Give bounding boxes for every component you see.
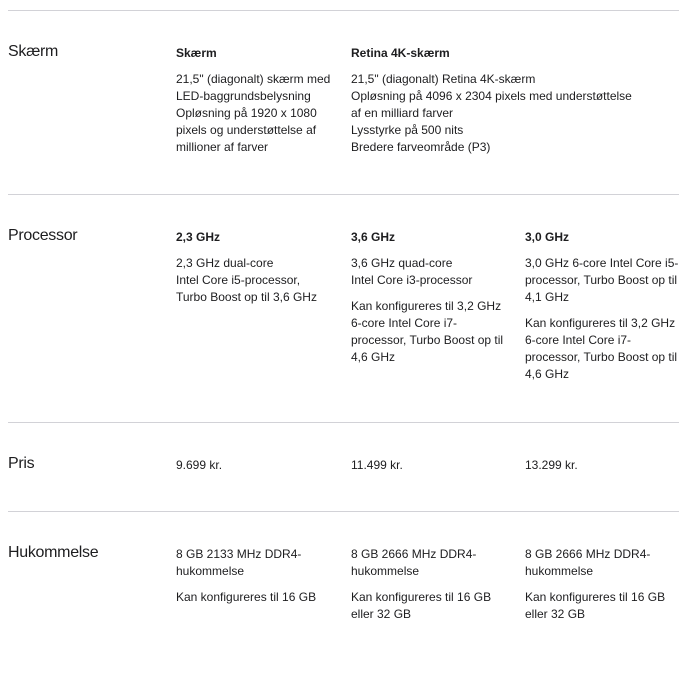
column-text: 8 GB 2666 MHz DDR4- hukommelse [351,547,477,578]
price-column-1 [176,457,344,483]
memory-column-1 [176,546,344,615]
column-text: 21,5" (diagonalt) Retina 4K-skærm Opløsning på 4096 x 2304 pixels med understøttelse af en milliard farver Lysstyrke på 500 nits Bredere farveområde (P3) [351,72,632,154]
column-text: Kan konfigureres til 3,2 GHz 6-core Intel Core i7- processor, Turbo Boost op til 4,6 GHz [525,316,678,381]
column-text: 2,3 GHz dual-core Intel Core i5-processor, Turbo Boost op til 3,6 GHz [176,256,317,304]
column-text: Kan konfigureres til 16 GB eller 32 GB [525,590,666,621]
section-title: Pris [8,455,35,472]
divider [8,10,679,11]
divider [8,511,679,512]
column-heading: 3,0 GHz [525,230,570,244]
column-text: 8 GB 2666 MHz DDR4- hukommelse [525,547,651,578]
processor-column-3 [525,229,683,392]
price-value: 9.699 kr. [176,458,223,472]
price-column-2 [351,457,519,483]
display-column-2 [351,45,671,165]
column-text: 8 GB 2133 MHz DDR4- hukommelse [176,547,302,578]
memory-column-2 [351,546,519,632]
processor-column-2 [351,229,519,375]
column-heading: Skærm [176,46,217,60]
price-column-3 [525,457,683,483]
column-text: Kan konfigureres til 16 GB [176,590,317,604]
column-text: Kan konfigureres til 16 GB eller 32 GB [351,590,492,621]
divider [8,194,679,195]
column-heading: Retina 4K-skærm [351,46,450,60]
section-title: Processor [8,227,78,244]
display-column-1 [176,45,341,165]
section-title: Hukommelse [8,544,99,561]
column-text: 3,0 GHz 6-core Intel Core i5- processor, Turbo Boost op til 4,1 GHz [525,256,679,304]
processor-column-1 [176,229,344,315]
column-text: 21,5" (diagonalt) skærm med LED-baggrundsbelysning Opløsning på 1920 x 1080 pixels og understøttelse af millioner af farver [176,72,331,154]
memory-column-3 [525,546,683,632]
price-value: 13.299 kr. [525,458,578,472]
divider [8,422,679,423]
column-text: 3,6 GHz quad-core Intel Core i3-processor [351,256,473,287]
price-value: 11.499 kr. [351,458,403,472]
column-heading: 3,6 GHz [351,230,396,244]
column-text: Kan konfigureres til 3,2 GHz 6-core Intel Core i7- processor, Turbo Boost op til 4,6 GHz [351,299,504,364]
column-heading: 2,3 GHz [176,230,221,244]
section-title: Skærm [8,43,59,60]
